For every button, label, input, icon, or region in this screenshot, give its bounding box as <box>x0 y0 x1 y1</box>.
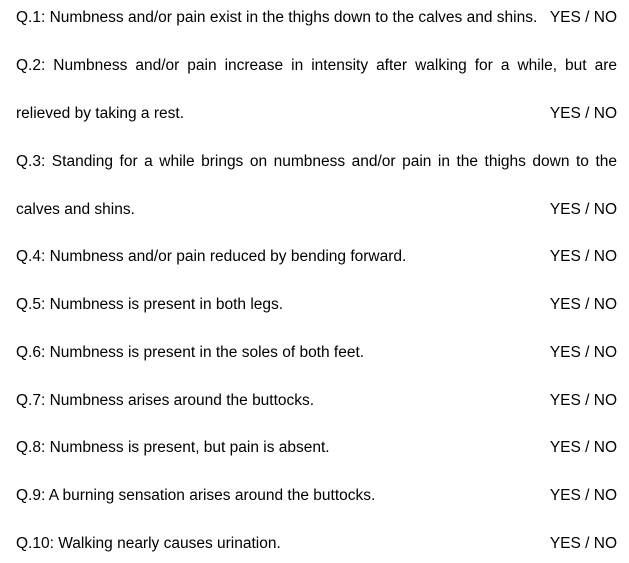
question-row-8 <box>16 437 617 459</box>
answer-options[interactable]: YES / NO <box>549 9 617 26</box>
question-row-9 <box>16 485 617 507</box>
question-text: Q.5: Numbness is present in both legs. <box>16 296 284 313</box>
question-text: Q.9: A burning sensation arises around the buttocks. <box>16 487 376 504</box>
question-row-6 <box>16 342 617 364</box>
answer-options[interactable]: YES / NO <box>549 535 617 552</box>
answer-options[interactable]: YES / NO <box>549 201 617 218</box>
question-text: Q.8: Numbness is present, but pain is absent. <box>16 439 330 456</box>
answer-options[interactable]: YES / NO <box>549 487 617 504</box>
answer-options[interactable]: YES / NO <box>549 248 617 265</box>
question-text-continued: relieved by taking a rest. <box>16 105 185 122</box>
answer-options[interactable]: YES / NO <box>549 344 617 361</box>
question-row-7 <box>16 390 617 412</box>
question-text: Q.7: Numbness arises around the buttocks. <box>16 392 315 409</box>
question-row-3-line-1 <box>16 151 617 173</box>
answer-options[interactable]: YES / NO <box>549 105 617 122</box>
answer-options[interactable]: YES / NO <box>549 392 617 409</box>
question-row-4 <box>16 246 617 268</box>
answer-options[interactable]: YES / NO <box>549 296 617 313</box>
answer-options[interactable]: YES / NO <box>549 439 617 456</box>
question-text: Q.1: Numbness and/or pain exist in the thighs down to the calves and shins. <box>16 9 538 26</box>
question-row-1 <box>16 7 617 29</box>
question-text: Q.6: Numbness is present in the soles of both feet. <box>16 344 365 361</box>
question-row-2-line-1 <box>16 55 617 77</box>
question-text: Q.2: Numbness and/or pain increase in intensity after walking for a while, but are <box>16 57 617 74</box>
question-row-10 <box>16 533 617 555</box>
question-text-continued: calves and shins. <box>16 201 135 218</box>
question-row-5 <box>16 294 617 316</box>
question-text: Q.10: Walking nearly causes urination. <box>16 535 281 552</box>
question-row-2-line-2 <box>16 103 617 125</box>
question-row-3-line-2 <box>16 199 617 221</box>
question-text: Q.4: Numbness and/or pain reduced by bending forward. <box>16 248 407 265</box>
question-text: Q.3: Standing for a while brings on numbness and/or pain in the thighs down to the <box>16 153 617 170</box>
